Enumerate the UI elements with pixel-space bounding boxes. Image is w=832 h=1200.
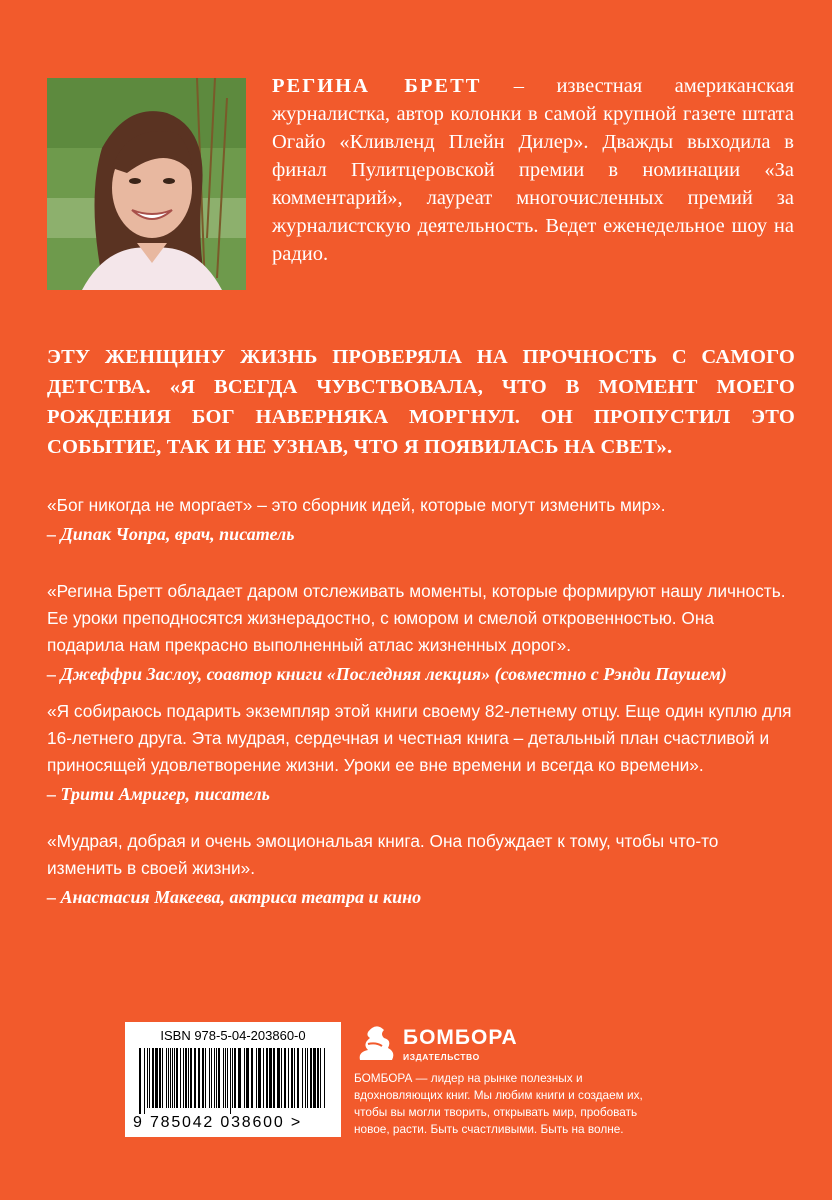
barcode-bar	[159, 1048, 161, 1108]
quote-author-name: – Дипак Чопра,	[47, 524, 171, 544]
quote-author-role: актриса театра и кино	[225, 887, 422, 907]
barcode-bar	[155, 1048, 158, 1108]
barcode-bar	[256, 1048, 257, 1108]
barcode-bar	[244, 1048, 245, 1108]
barcode-bar	[149, 1048, 150, 1108]
quote-author-name: – Анастасия Макеева,	[47, 887, 225, 907]
barcode-bar	[185, 1048, 187, 1108]
barcode-bar	[218, 1048, 220, 1108]
barcode-bar	[144, 1048, 145, 1114]
barcode-bar	[139, 1048, 141, 1114]
quote-author-name: – Джеффри Заслоу,	[47, 664, 203, 684]
barcode-bar	[284, 1048, 286, 1108]
barcode-bar	[209, 1048, 210, 1108]
barcode-bar	[194, 1048, 196, 1108]
barcode-bar	[147, 1048, 148, 1108]
quote-author-role: врач, писатель	[170, 524, 295, 544]
barcode-bar	[202, 1048, 204, 1108]
author-photo	[47, 78, 246, 290]
barcode-bar	[225, 1048, 226, 1108]
barcode-bar	[320, 1048, 321, 1108]
barcode-bar	[152, 1048, 154, 1108]
barcode-bar	[317, 1048, 319, 1108]
barcode-bar	[291, 1048, 293, 1108]
barcode-bar	[214, 1048, 215, 1108]
publisher-description: БОМБОРА — лидер на рынке полезных и вдохновляющих книг. Мы любим книги и создаем их, чтобы вы могли творить, открывать мир, пробовать новое, расти. Быть счастливыми. Быть на волне.	[354, 1071, 643, 1136]
barcode-bar	[246, 1048, 249, 1108]
barcode-bar	[211, 1048, 212, 1108]
quote-author	[47, 882, 795, 912]
barcode-bar	[305, 1048, 306, 1108]
quote-author-role: соавтор книги «Последняя лекция» (совместно с Рэнди Паушем)	[202, 664, 727, 684]
quote-author-role: писатель	[190, 784, 270, 804]
barcode-bar	[183, 1048, 184, 1108]
barcode-bar	[190, 1048, 192, 1108]
barcode-bar	[216, 1048, 217, 1108]
barcode-bar	[168, 1048, 169, 1108]
author-name: РЕГИНА БРЕТТ	[272, 75, 482, 97]
barcode-bar	[310, 1048, 312, 1108]
quote-author	[47, 659, 795, 689]
barcode-bar	[302, 1048, 303, 1108]
barcode-bar	[324, 1048, 325, 1108]
barcode-bar	[238, 1048, 241, 1108]
quote-block	[47, 578, 795, 689]
barcode-bar	[258, 1048, 261, 1108]
barcode-bar	[297, 1048, 299, 1108]
publisher-name: БОМБОРА	[403, 1026, 518, 1049]
barcode-bar	[232, 1048, 233, 1108]
barcode-bar	[263, 1048, 264, 1108]
barcode-bar	[307, 1048, 308, 1108]
quote-text: «Регина Бретт обладает даром отслеживать моменты, которые формируют нашу личность. Ее уроки преподносятся жизнерадостно, с юмором и смелой откровенностью. Она подарила нам прекрасно выполненный атлас жизненных дорог».	[47, 581, 786, 655]
barcode-bar	[198, 1048, 200, 1108]
quote-author	[47, 779, 795, 809]
barcode-bar	[234, 1048, 236, 1108]
barcode-bar	[227, 1048, 228, 1108]
quote-block	[47, 698, 795, 809]
barcode-bar	[166, 1048, 167, 1108]
barcode-bar	[273, 1048, 275, 1108]
quote-author	[47, 519, 795, 549]
quote-block	[47, 828, 795, 912]
barcode-bar	[294, 1048, 295, 1108]
quote-text: «Я собираюсь подарить экземпляр этой книги своему 82-летнему отцу. Еще один куплю для 16-летнего друга. Эта мудрая, сердечная и честная книга – детальный план счастливой и приносящей удовлетворение жизни. Уроки ее вне времени и всегда ко времени».	[47, 701, 792, 775]
isbn-label: ISBN 978-5-04-203860-0	[160, 1028, 306, 1043]
barcode-bar	[180, 1048, 181, 1108]
barcode-bar	[205, 1048, 206, 1108]
barcode-bar	[313, 1048, 316, 1108]
barcode-bar	[288, 1048, 289, 1108]
barcode-bar	[277, 1048, 280, 1108]
barcode-bar	[170, 1048, 171, 1108]
barcode-bar	[188, 1048, 189, 1108]
barcode	[125, 1022, 341, 1137]
quote-author-name: – Трити Амригер,	[47, 784, 191, 804]
quote-text: «Мудрая, добрая и очень эмоциональая книга. Она побуждает к тому, чтобы что-то изменить в своей жизни».	[47, 831, 719, 878]
barcode-bar	[269, 1048, 272, 1108]
barcode-bar	[162, 1048, 163, 1108]
barcode-bar	[223, 1048, 224, 1108]
author-bio-text: – известная американская журналистка, автор колонки в самой крупной газете штата Огайо «Кливленд Плейн Дилер». Дважды выходила в финал Пулитцеровской премии в номинации «За комментарий», лауреат многочисленных премий за журналистскую деятельность. Ведет еженедельное шоу на радио.	[272, 75, 795, 265]
barcode-bar	[281, 1048, 282, 1108]
barcode-bar	[176, 1048, 178, 1108]
barcode-bar	[266, 1048, 268, 1108]
author-bio	[272, 72, 794, 268]
barcode-number: 9 785042 038600 >	[133, 1114, 302, 1131]
barcode-bars	[137, 1048, 329, 1114]
barcode-bar	[251, 1048, 253, 1108]
barcode-bar	[174, 1048, 175, 1108]
publisher-subtitle: ИЗДАТЕЛЬСТВО	[403, 1052, 480, 1062]
quote-text: «Бог никогда не моргает» – это сборник идей, которые могут изменить мир».	[47, 495, 666, 515]
barcode-bar	[230, 1048, 231, 1114]
lead-paragraph: ЭТУ ЖЕНЩИНУ ЖИЗНЬ ПРОВЕРЯЛА НА ПРОЧНОСТЬ С САМОГО ДЕТСТВА. «Я ВСЕГДА ЧУВСТВОВАЛА, ЧТО В МОМЕНТ МОЕГО РОЖДЕНИЯ БОГ НАВЕРНЯКА МОРГНУЛ. ОН ПРОПУСТИЛ ЭТО СОБЫТИЕ, ТАК И НЕ УЗНАВ, ЧТО Я ПОЯВИЛАСЬ НА СВЕТ».	[47, 346, 795, 458]
barcode-bar	[172, 1048, 173, 1108]
quote-block	[47, 492, 795, 549]
